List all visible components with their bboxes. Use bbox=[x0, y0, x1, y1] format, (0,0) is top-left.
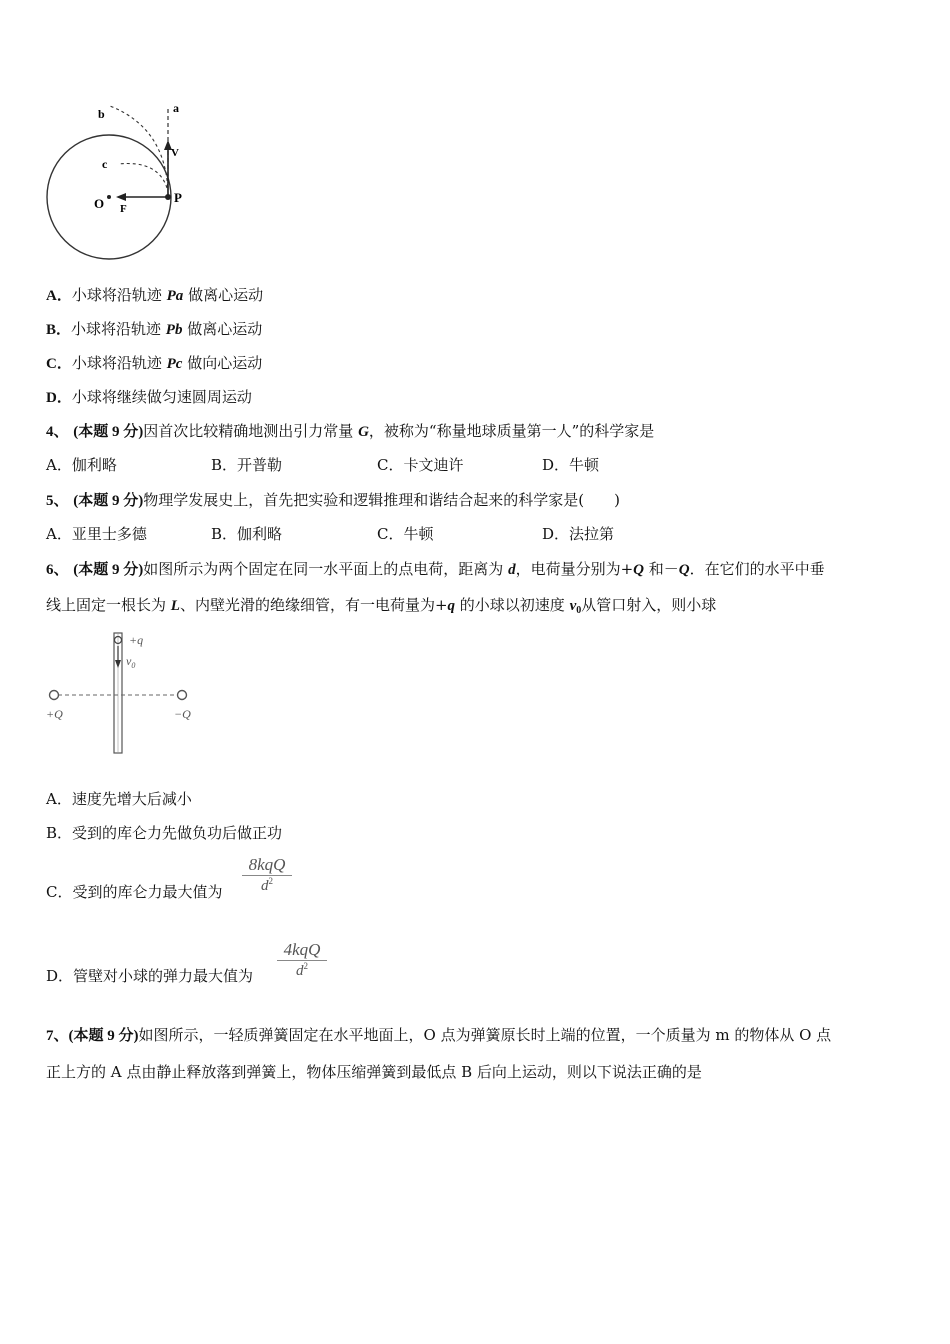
q3-option-c: C．小球将沿轨迹 Pc 做向心运动 bbox=[46, 354, 263, 372]
center-o bbox=[107, 195, 111, 199]
label-p: P bbox=[174, 190, 182, 205]
q4-options bbox=[46, 455, 746, 475]
q5-option-a: A．亚里士多德 bbox=[46, 525, 147, 543]
q5-question: 5、 (本题 9 分)物理学发展史上，首先把实验和逻辑推理和谐结合起来的科学家是( ) bbox=[46, 491, 621, 509]
q6-question-line1: 6、 (本题 9 分)如图所示为两个固定在同一水平面上的点电荷，距离为 d，电荷量分别为+Q 和－Q．在它们的水平中垂 bbox=[46, 560, 825, 578]
q5-option-d: D．法拉第 bbox=[542, 525, 615, 543]
q5-options bbox=[46, 524, 746, 544]
q4-option-a: A．伽利略 bbox=[46, 456, 117, 474]
charges-tube-figure bbox=[40, 628, 210, 758]
right-charge bbox=[178, 691, 187, 700]
q6-option-c: C．受到的库仑力最大值为 bbox=[46, 883, 223, 901]
q6-option-b: B．受到的库仑力先做负功后做正功 bbox=[46, 824, 283, 842]
label-v0: $v_0$ bbox=[126, 654, 136, 670]
label-plus-q: +q bbox=[129, 633, 144, 647]
label-f: F bbox=[120, 203, 127, 215]
label-b: b bbox=[98, 107, 105, 121]
q7-question-line2: 正上方的 A 点由静止释放落到弹簧上，物体压缩弹簧到最低点 B 后向上运动，则以下说法正确的是 bbox=[46, 1063, 702, 1081]
q3-option-d: D．小球将继续做匀速圆周运动 bbox=[46, 388, 252, 406]
q5-option-b: B．伽利略 bbox=[211, 525, 283, 543]
q4-option-b: B．开普勒 bbox=[211, 456, 283, 474]
q6-option-d-fraction: 4kqQ $d^2$ bbox=[277, 940, 327, 980]
q6-option-a: A．速度先增大后减小 bbox=[46, 790, 192, 808]
q6-option-d: D．管壁对小球的弹力最大值为 bbox=[46, 967, 254, 985]
q4-option-d: D．牛顿 bbox=[542, 456, 600, 474]
trajectory-c bbox=[118, 164, 167, 189]
label-v: V bbox=[171, 147, 179, 159]
q7-question-line1: 7、(本题 9 分)如图所示，一轻质弹簧固定在水平地面上，O 点为弹簧原长时上端的位置，一个质量为 m 的物体从 O 点 bbox=[46, 1026, 832, 1044]
q5-option-c: C．牛顿 bbox=[377, 525, 434, 543]
q4-option-c: C．卡文迪许 bbox=[377, 456, 464, 474]
force-arrowhead bbox=[116, 193, 126, 201]
point-p bbox=[165, 194, 171, 200]
q3-option-b: B．小球将沿轨迹 Pb 做离心运动 bbox=[46, 320, 263, 338]
label-o: O bbox=[94, 196, 105, 211]
trajectory-b bbox=[110, 106, 168, 193]
label-c: c bbox=[102, 157, 108, 171]
velocity-arrowhead bbox=[115, 660, 121, 668]
left-charge bbox=[50, 691, 59, 700]
circular-motion-figure bbox=[40, 98, 210, 268]
label-right-charge: −Q bbox=[174, 707, 191, 721]
label-left-charge: +Q bbox=[46, 707, 63, 721]
label-a: a bbox=[173, 101, 179, 115]
q6-question-line2: 线上固定一根长为 L、内壁光滑的绝缘细管，有一电荷量为+q 的小球以初速度 $v_0$从管口射入，则小球 bbox=[46, 596, 717, 616]
q4-question: 4、 (本题 9 分)因首次比较精确地测出引力常量 G，被称为“称量地球质量第一人”的科学家是 bbox=[46, 422, 655, 440]
q3-option-a: A．小球将沿轨迹 Pa 做离心运动 bbox=[46, 286, 264, 304]
q6-option-c-fraction: 8kqQ $d^2$ bbox=[242, 855, 292, 895]
